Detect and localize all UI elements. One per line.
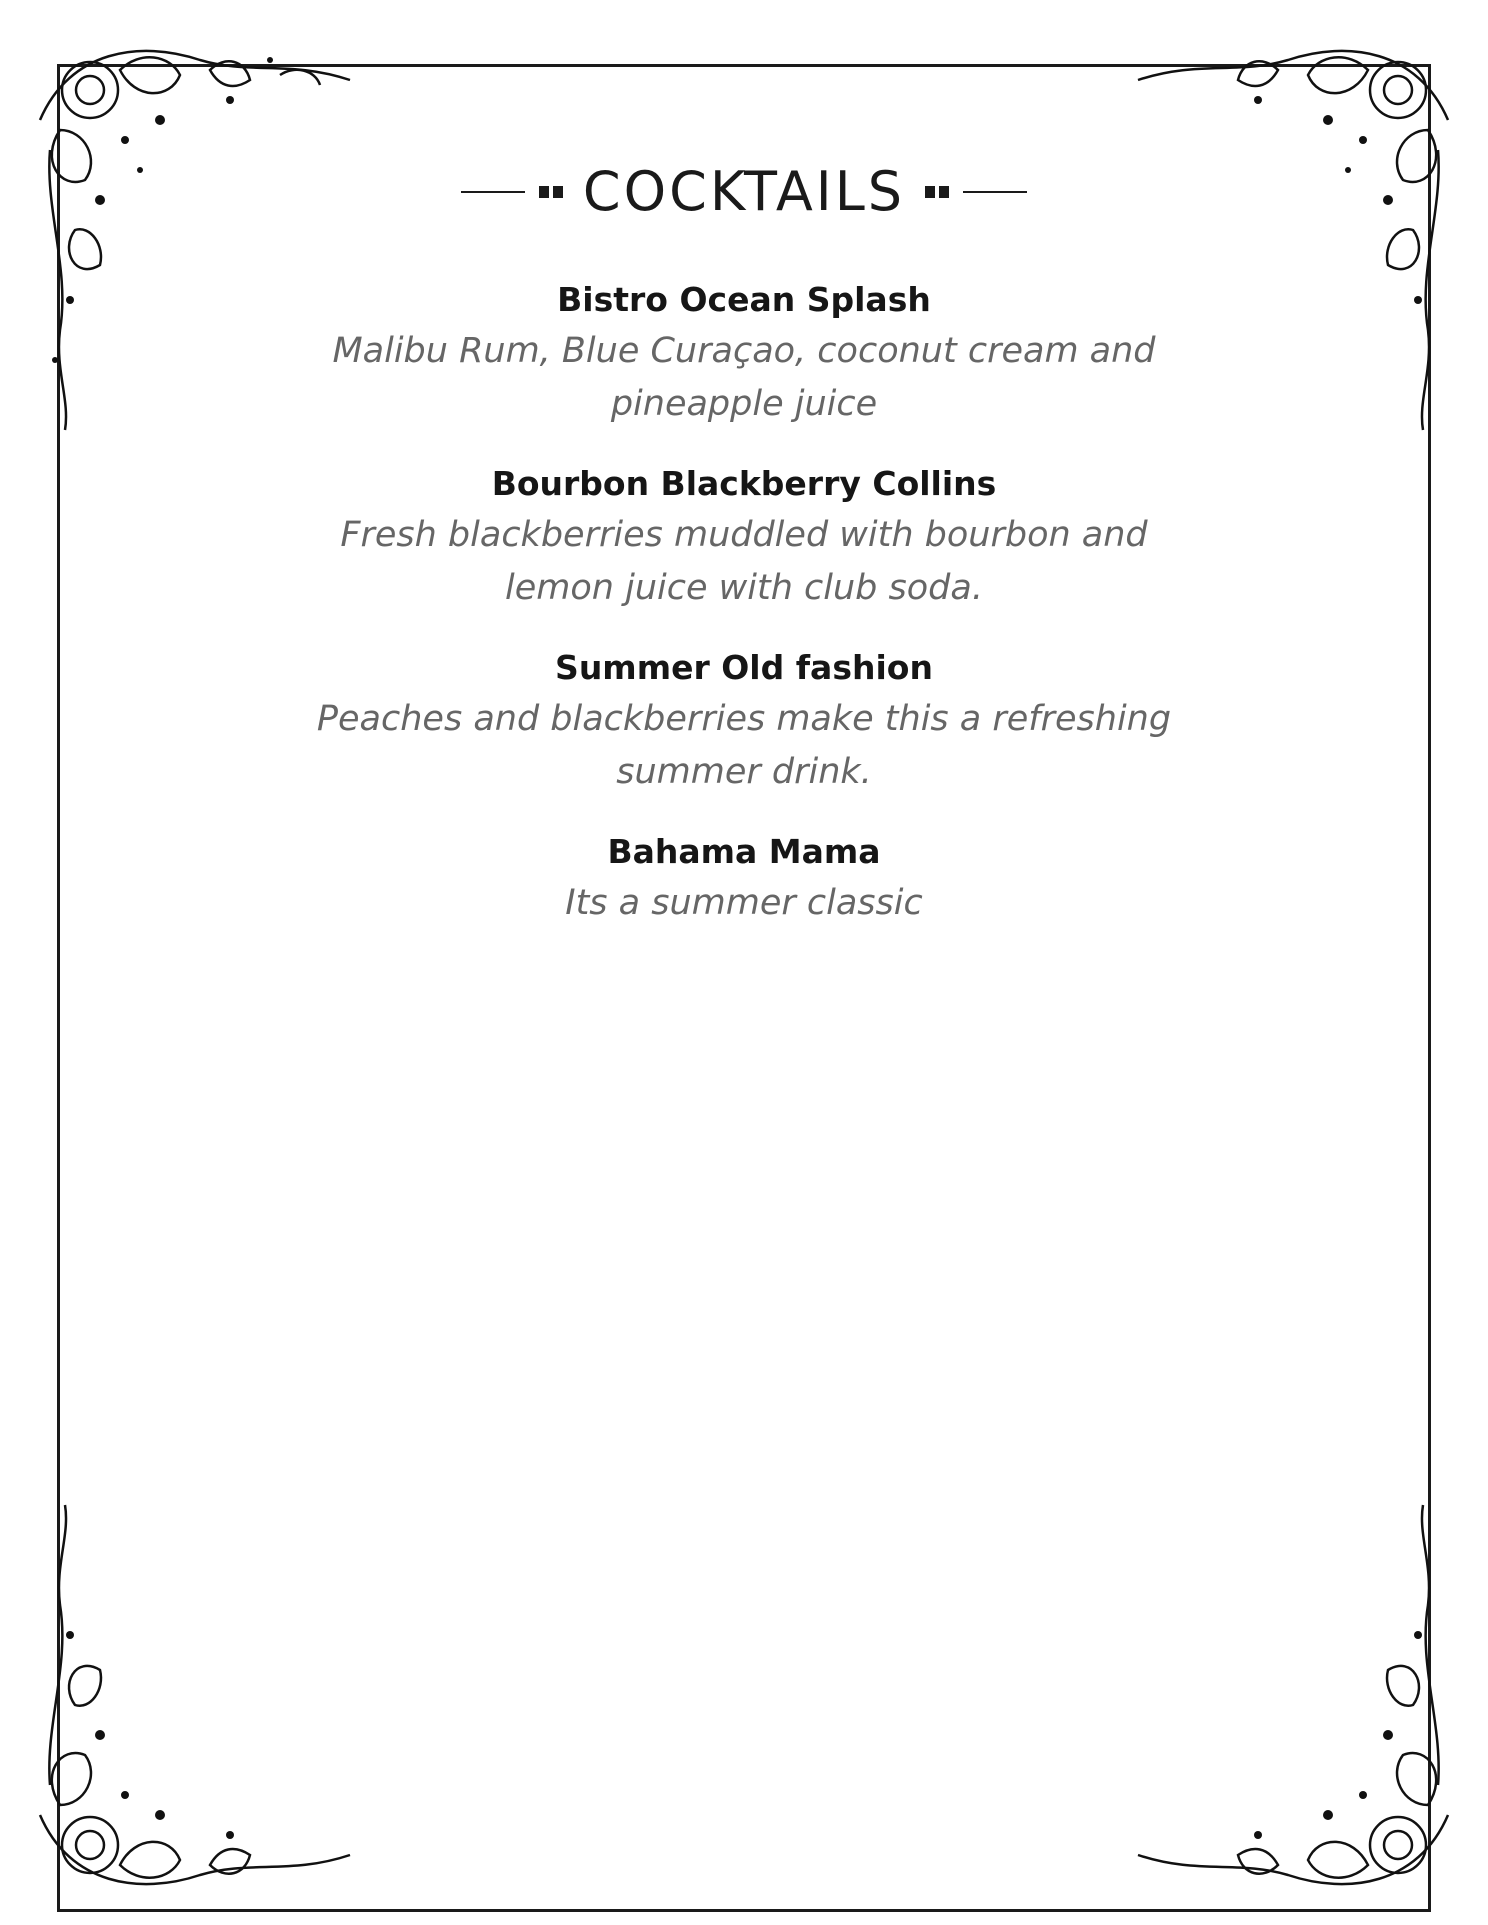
list-item — [244, 275, 1244, 431]
item-name: Bourbon Blackberry Collins — [491, 464, 997, 503]
heading-squares-right-icon — [925, 186, 949, 198]
cocktail-list — [244, 275, 1244, 958]
item-name: Summer Old fashion — [555, 648, 933, 687]
menu-heading — [0, 160, 1488, 223]
list-item — [244, 643, 1244, 799]
item-description: Peaches and blackberries make this a refreshing summer drink. — [316, 699, 1172, 792]
heading-squares-left-icon — [539, 186, 563, 198]
item-name: Bahama Mama — [607, 832, 881, 871]
heading-rule-left — [461, 191, 525, 193]
item-description: Fresh blackberries muddled with bourbon and lemon juice with club soda. — [340, 515, 1148, 608]
floral-corner-icon — [30, 1485, 450, 1905]
item-name: Bistro Ocean Splash — [557, 280, 931, 319]
item-description: Malibu Rum, Blue Curaçao, coconut cream and pineapple juice — [332, 331, 1156, 424]
floral-corner-icon — [1038, 1485, 1458, 1905]
item-description: Its a summer classic — [565, 883, 923, 923]
page-title: COCKTAILS — [582, 160, 906, 223]
list-item — [244, 459, 1244, 615]
list-item — [244, 827, 1244, 930]
heading-rule-right — [963, 191, 1027, 193]
